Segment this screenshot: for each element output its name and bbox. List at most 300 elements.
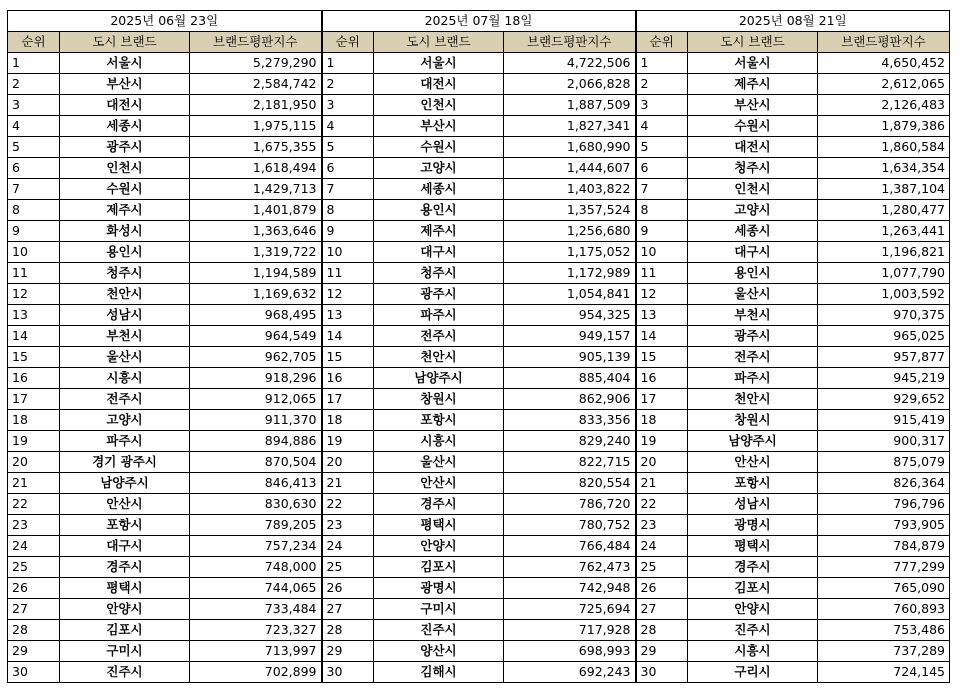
score-cell: 912,065 (190, 389, 322, 410)
table-row (8, 347, 950, 368)
score-cell: 905,139 (504, 347, 636, 368)
score-cell: 2,181,950 (190, 95, 322, 116)
city-cell: 용인시 (374, 200, 504, 221)
score-cell: 1,680,990 (504, 137, 636, 158)
score-cell: 1,077,790 (818, 263, 950, 284)
rank-cell: 9 (8, 221, 60, 242)
table-row (8, 95, 950, 116)
score-cell: 1,429,713 (190, 179, 322, 200)
score-cell: 762,473 (504, 557, 636, 578)
rank-cell: 3 (322, 95, 374, 116)
score-cell: 1,401,879 (190, 200, 322, 221)
city-cell: 제주시 (60, 200, 190, 221)
rank-cell: 16 (8, 368, 60, 389)
rank-cell: 15 (322, 347, 374, 368)
score-cell: 1,403,822 (504, 179, 636, 200)
city-cell: 울산시 (374, 452, 504, 473)
city-cell: 고양시 (60, 410, 190, 431)
column-header-row (8, 32, 950, 53)
city-cell: 천안시 (60, 284, 190, 305)
score-cell: 744,065 (190, 578, 322, 599)
city-cell: 창원시 (688, 410, 818, 431)
score-cell: 789,205 (190, 515, 322, 536)
score-cell: 1,280,477 (818, 200, 950, 221)
score-header: 브랜드평판지수 (190, 32, 322, 53)
rank-cell: 4 (636, 116, 688, 137)
city-cell: 대구시 (60, 536, 190, 557)
city-cell: 시흥시 (60, 368, 190, 389)
score-cell: 1,169,632 (190, 284, 322, 305)
rank-cell: 5 (322, 137, 374, 158)
city-cell: 김해시 (374, 662, 504, 683)
rank-cell: 24 (8, 536, 60, 557)
rank-cell: 10 (636, 242, 688, 263)
city-cell: 부산시 (60, 74, 190, 95)
score-cell: 965,025 (818, 326, 950, 347)
city-cell: 시흥시 (374, 431, 504, 452)
rank-cell: 11 (322, 263, 374, 284)
rank-cell: 10 (8, 242, 60, 263)
score-cell: 822,715 (504, 452, 636, 473)
score-cell: 945,219 (818, 368, 950, 389)
rank-cell: 13 (636, 305, 688, 326)
score-cell: 1,175,052 (504, 242, 636, 263)
rank-cell: 30 (636, 662, 688, 683)
score-cell: 1,172,989 (504, 263, 636, 284)
score-cell: 760,893 (818, 599, 950, 620)
date-header-row (8, 11, 950, 32)
score-cell: 777,299 (818, 557, 950, 578)
score-cell: 1,194,589 (190, 263, 322, 284)
city-cell: 광주시 (374, 284, 504, 305)
city-cell: 평택시 (60, 578, 190, 599)
city-cell: 진주시 (60, 662, 190, 683)
rank-cell: 21 (322, 473, 374, 494)
city-cell: 서울시 (60, 53, 190, 74)
rank-cell: 6 (322, 158, 374, 179)
rank-cell: 16 (636, 368, 688, 389)
score-cell: 949,157 (504, 326, 636, 347)
city-cell: 남양주시 (374, 368, 504, 389)
score-cell: 1,256,680 (504, 221, 636, 242)
rank-cell: 29 (8, 641, 60, 662)
rank-cell: 1 (322, 53, 374, 74)
table-row (8, 431, 950, 452)
rank-cell: 13 (8, 305, 60, 326)
city-cell: 남양주시 (688, 431, 818, 452)
city-cell: 화성시 (60, 221, 190, 242)
rank-cell: 28 (636, 620, 688, 641)
city-cell: 평택시 (374, 515, 504, 536)
rank-cell: 26 (636, 578, 688, 599)
city-cell: 청주시 (60, 263, 190, 284)
city-cell: 부산시 (374, 116, 504, 137)
score-cell: 753,486 (818, 620, 950, 641)
city-cell: 고양시 (374, 158, 504, 179)
score-cell: 830,630 (190, 494, 322, 515)
score-cell: 826,364 (818, 473, 950, 494)
rank-cell: 23 (322, 515, 374, 536)
rank-cell: 12 (322, 284, 374, 305)
table-row (8, 74, 950, 95)
rank-cell: 28 (322, 620, 374, 641)
rank-cell: 6 (8, 158, 60, 179)
rank-cell: 4 (8, 116, 60, 137)
score-cell: 1,363,646 (190, 221, 322, 242)
score-cell: 737,289 (818, 641, 950, 662)
rank-cell: 27 (8, 599, 60, 620)
city-cell: 광주시 (688, 326, 818, 347)
score-cell: 875,079 (818, 452, 950, 473)
table-row (8, 137, 950, 158)
city-cell: 양산시 (374, 641, 504, 662)
city-cell: 파주시 (688, 368, 818, 389)
date-header: 2025년 08월 21일 (636, 11, 950, 32)
rank-cell: 25 (636, 557, 688, 578)
city-cell: 제주시 (374, 221, 504, 242)
score-cell: 911,370 (190, 410, 322, 431)
score-cell: 784,879 (818, 536, 950, 557)
city-cell: 포항시 (688, 473, 818, 494)
table-row (8, 641, 950, 662)
score-cell: 968,495 (190, 305, 322, 326)
city-cell: 대구시 (688, 242, 818, 263)
score-cell: 766,484 (504, 536, 636, 557)
rank-cell: 18 (8, 410, 60, 431)
city-cell: 울산시 (60, 347, 190, 368)
date-header: 2025년 07월 18일 (322, 11, 636, 32)
rank-cell: 5 (8, 137, 60, 158)
city-cell: 서울시 (688, 53, 818, 74)
city-cell: 안산시 (688, 452, 818, 473)
city-cell: 수원시 (374, 137, 504, 158)
table-row (8, 536, 950, 557)
score-cell: 1,860,584 (818, 137, 950, 158)
rank-cell: 26 (322, 578, 374, 599)
city-cell: 대전시 (60, 95, 190, 116)
rank-cell: 23 (636, 515, 688, 536)
city-cell: 전주시 (374, 326, 504, 347)
score-cell: 692,243 (504, 662, 636, 683)
rank-cell: 18 (636, 410, 688, 431)
score-cell: 1,879,386 (818, 116, 950, 137)
score-cell: 725,694 (504, 599, 636, 620)
rank-header: 순위 (8, 32, 60, 53)
rank-cell: 24 (322, 536, 374, 557)
table-row (8, 557, 950, 578)
table-row (8, 200, 950, 221)
city-cell: 광명시 (688, 515, 818, 536)
score-header: 브랜드평판지수 (504, 32, 636, 53)
city-cell: 경주시 (60, 557, 190, 578)
rank-cell: 3 (636, 95, 688, 116)
table-row (8, 368, 950, 389)
rank-cell: 28 (8, 620, 60, 641)
score-cell: 4,722,506 (504, 53, 636, 74)
score-cell: 4,650,452 (818, 53, 950, 74)
score-cell: 723,327 (190, 620, 322, 641)
city-cell: 안양시 (374, 536, 504, 557)
score-cell: 786,720 (504, 494, 636, 515)
rank-cell: 6 (636, 158, 688, 179)
rank-cell: 1 (8, 53, 60, 74)
city-header: 도시 브랜드 (688, 32, 818, 53)
rank-cell: 14 (636, 326, 688, 347)
rank-cell: 1 (636, 53, 688, 74)
score-cell: 742,948 (504, 578, 636, 599)
score-cell: 970,375 (818, 305, 950, 326)
score-cell: 1,675,355 (190, 137, 322, 158)
score-cell: 846,413 (190, 473, 322, 494)
rank-cell: 25 (322, 557, 374, 578)
date-header: 2025년 06월 23일 (8, 11, 322, 32)
score-cell: 1,003,592 (818, 284, 950, 305)
score-cell: 1,887,509 (504, 95, 636, 116)
score-cell: 724,145 (818, 662, 950, 683)
score-cell: 2,584,742 (190, 74, 322, 95)
city-cell: 대전시 (688, 137, 818, 158)
rank-cell: 30 (322, 662, 374, 683)
score-cell: 748,000 (190, 557, 322, 578)
rank-cell: 17 (8, 389, 60, 410)
table-row (8, 389, 950, 410)
city-cell: 성남시 (688, 494, 818, 515)
rank-cell: 21 (636, 473, 688, 494)
score-cell: 820,554 (504, 473, 636, 494)
city-cell: 남양주시 (60, 473, 190, 494)
score-cell: 1,618,494 (190, 158, 322, 179)
city-cell: 안산시 (60, 494, 190, 515)
city-cell: 구미시 (374, 599, 504, 620)
city-cell: 진주시 (688, 620, 818, 641)
city-cell: 인천시 (688, 179, 818, 200)
city-cell: 부산시 (688, 95, 818, 116)
rank-cell: 3 (8, 95, 60, 116)
city-cell: 구미시 (60, 641, 190, 662)
score-cell: 2,066,828 (504, 74, 636, 95)
city-cell: 제주시 (688, 74, 818, 95)
city-cell: 서울시 (374, 53, 504, 74)
city-cell: 용인시 (688, 263, 818, 284)
table-row (8, 221, 950, 242)
city-cell: 포항시 (60, 515, 190, 536)
score-cell: 833,356 (504, 410, 636, 431)
score-cell: 870,504 (190, 452, 322, 473)
rank-cell: 13 (322, 305, 374, 326)
rank-cell: 20 (8, 452, 60, 473)
score-cell: 2,612,065 (818, 74, 950, 95)
rank-cell: 7 (8, 179, 60, 200)
rank-cell: 29 (322, 641, 374, 662)
table-row (8, 452, 950, 473)
city-cell: 진주시 (374, 620, 504, 641)
table-row (8, 242, 950, 263)
city-cell: 평택시 (688, 536, 818, 557)
rank-cell: 4 (322, 116, 374, 137)
score-cell: 829,240 (504, 431, 636, 452)
score-cell: 717,928 (504, 620, 636, 641)
score-header: 브랜드평판지수 (818, 32, 950, 53)
city-cell: 안산시 (374, 473, 504, 494)
rank-cell: 2 (322, 74, 374, 95)
city-cell: 용인시 (60, 242, 190, 263)
city-cell: 경주시 (688, 557, 818, 578)
score-cell: 1,634,354 (818, 158, 950, 179)
table-row (8, 494, 950, 515)
rank-cell: 2 (636, 74, 688, 95)
score-cell: 964,549 (190, 326, 322, 347)
rank-cell: 16 (322, 368, 374, 389)
score-cell: 1,975,115 (190, 116, 322, 137)
rank-cell: 20 (322, 452, 374, 473)
rank-header: 순위 (636, 32, 688, 53)
score-cell: 1,263,441 (818, 221, 950, 242)
city-cell: 고양시 (688, 200, 818, 221)
city-cell: 천안시 (374, 347, 504, 368)
rank-cell: 7 (322, 179, 374, 200)
city-cell: 대전시 (374, 74, 504, 95)
score-cell: 1,444,607 (504, 158, 636, 179)
rank-cell: 25 (8, 557, 60, 578)
rank-cell: 5 (636, 137, 688, 158)
rank-cell: 27 (636, 599, 688, 620)
score-cell: 796,796 (818, 494, 950, 515)
rank-cell: 22 (636, 494, 688, 515)
rank-cell: 15 (636, 347, 688, 368)
rank-cell: 9 (636, 221, 688, 242)
rank-cell: 10 (322, 242, 374, 263)
table-row (8, 179, 950, 200)
rank-cell: 17 (636, 389, 688, 410)
score-cell: 1,319,722 (190, 242, 322, 263)
city-cell: 경기 광주시 (60, 452, 190, 473)
score-cell: 713,997 (190, 641, 322, 662)
city-cell: 천안시 (688, 389, 818, 410)
city-cell: 부천시 (688, 305, 818, 326)
ranking-rows (8, 53, 950, 683)
table-row (8, 515, 950, 536)
city-cell: 세종시 (374, 179, 504, 200)
city-cell: 부천시 (60, 326, 190, 347)
table-row (8, 326, 950, 347)
city-cell: 울산시 (688, 284, 818, 305)
city-cell: 전주시 (688, 347, 818, 368)
table-row (8, 599, 950, 620)
rank-cell: 19 (636, 431, 688, 452)
city-cell: 성남시 (60, 305, 190, 326)
city-brand-ranking-table (7, 10, 950, 683)
rank-cell: 15 (8, 347, 60, 368)
rank-cell: 20 (636, 452, 688, 473)
rank-cell: 17 (322, 389, 374, 410)
score-cell: 1,387,104 (818, 179, 950, 200)
city-header: 도시 브랜드 (374, 32, 504, 53)
rank-cell: 2 (8, 74, 60, 95)
city-cell: 김포시 (374, 557, 504, 578)
rank-cell: 11 (8, 263, 60, 284)
city-cell: 전주시 (60, 389, 190, 410)
rank-cell: 14 (8, 326, 60, 347)
score-cell: 1,827,341 (504, 116, 636, 137)
table-row (8, 53, 950, 74)
score-cell: 962,705 (190, 347, 322, 368)
rank-cell: 23 (8, 515, 60, 536)
city-cell: 광주시 (60, 137, 190, 158)
score-cell: 1,196,821 (818, 242, 950, 263)
city-cell: 창원시 (374, 389, 504, 410)
score-cell: 780,752 (504, 515, 636, 536)
rank-cell: 8 (8, 200, 60, 221)
table-row (8, 473, 950, 494)
rank-cell: 11 (636, 263, 688, 284)
city-cell: 대구시 (374, 242, 504, 263)
score-cell: 733,484 (190, 599, 322, 620)
score-cell: 765,090 (818, 578, 950, 599)
score-cell: 894,886 (190, 431, 322, 452)
score-cell: 5,279,290 (190, 53, 322, 74)
score-cell: 698,993 (504, 641, 636, 662)
city-cell: 구리시 (688, 662, 818, 683)
city-cell: 파주시 (60, 431, 190, 452)
rank-cell: 8 (322, 200, 374, 221)
city-cell: 광명시 (374, 578, 504, 599)
table-row (8, 578, 950, 599)
rank-cell: 9 (322, 221, 374, 242)
score-cell: 2,126,483 (818, 95, 950, 116)
score-cell: 957,877 (818, 347, 950, 368)
score-cell: 1,357,524 (504, 200, 636, 221)
score-cell: 757,234 (190, 536, 322, 557)
score-cell: 900,317 (818, 431, 950, 452)
score-cell: 918,296 (190, 368, 322, 389)
score-cell: 793,905 (818, 515, 950, 536)
city-cell: 세종시 (60, 116, 190, 137)
table-row (8, 662, 950, 683)
city-cell: 김포시 (60, 620, 190, 641)
city-cell: 파주시 (374, 305, 504, 326)
score-cell: 1,054,841 (504, 284, 636, 305)
table-row (8, 158, 950, 179)
score-cell: 954,325 (504, 305, 636, 326)
city-cell: 경주시 (374, 494, 504, 515)
rank-cell: 19 (8, 431, 60, 452)
rank-cell: 19 (322, 431, 374, 452)
ranking-table-container (7, 10, 950, 683)
score-cell: 862,906 (504, 389, 636, 410)
score-cell: 885,404 (504, 368, 636, 389)
rank-cell: 8 (636, 200, 688, 221)
city-cell: 수원시 (688, 116, 818, 137)
rank-cell: 26 (8, 578, 60, 599)
city-header: 도시 브랜드 (60, 32, 190, 53)
rank-cell: 22 (8, 494, 60, 515)
table-row (8, 410, 950, 431)
rank-cell: 18 (322, 410, 374, 431)
table-row (8, 263, 950, 284)
rank-cell: 27 (322, 599, 374, 620)
rank-cell: 30 (8, 662, 60, 683)
city-cell: 인천시 (60, 158, 190, 179)
rank-cell: 7 (636, 179, 688, 200)
city-cell: 세종시 (688, 221, 818, 242)
table-row (8, 620, 950, 641)
table-row (8, 284, 950, 305)
table-row (8, 116, 950, 137)
city-cell: 안양시 (688, 599, 818, 620)
rank-cell: 12 (8, 284, 60, 305)
rank-cell: 24 (636, 536, 688, 557)
city-cell: 인천시 (374, 95, 504, 116)
